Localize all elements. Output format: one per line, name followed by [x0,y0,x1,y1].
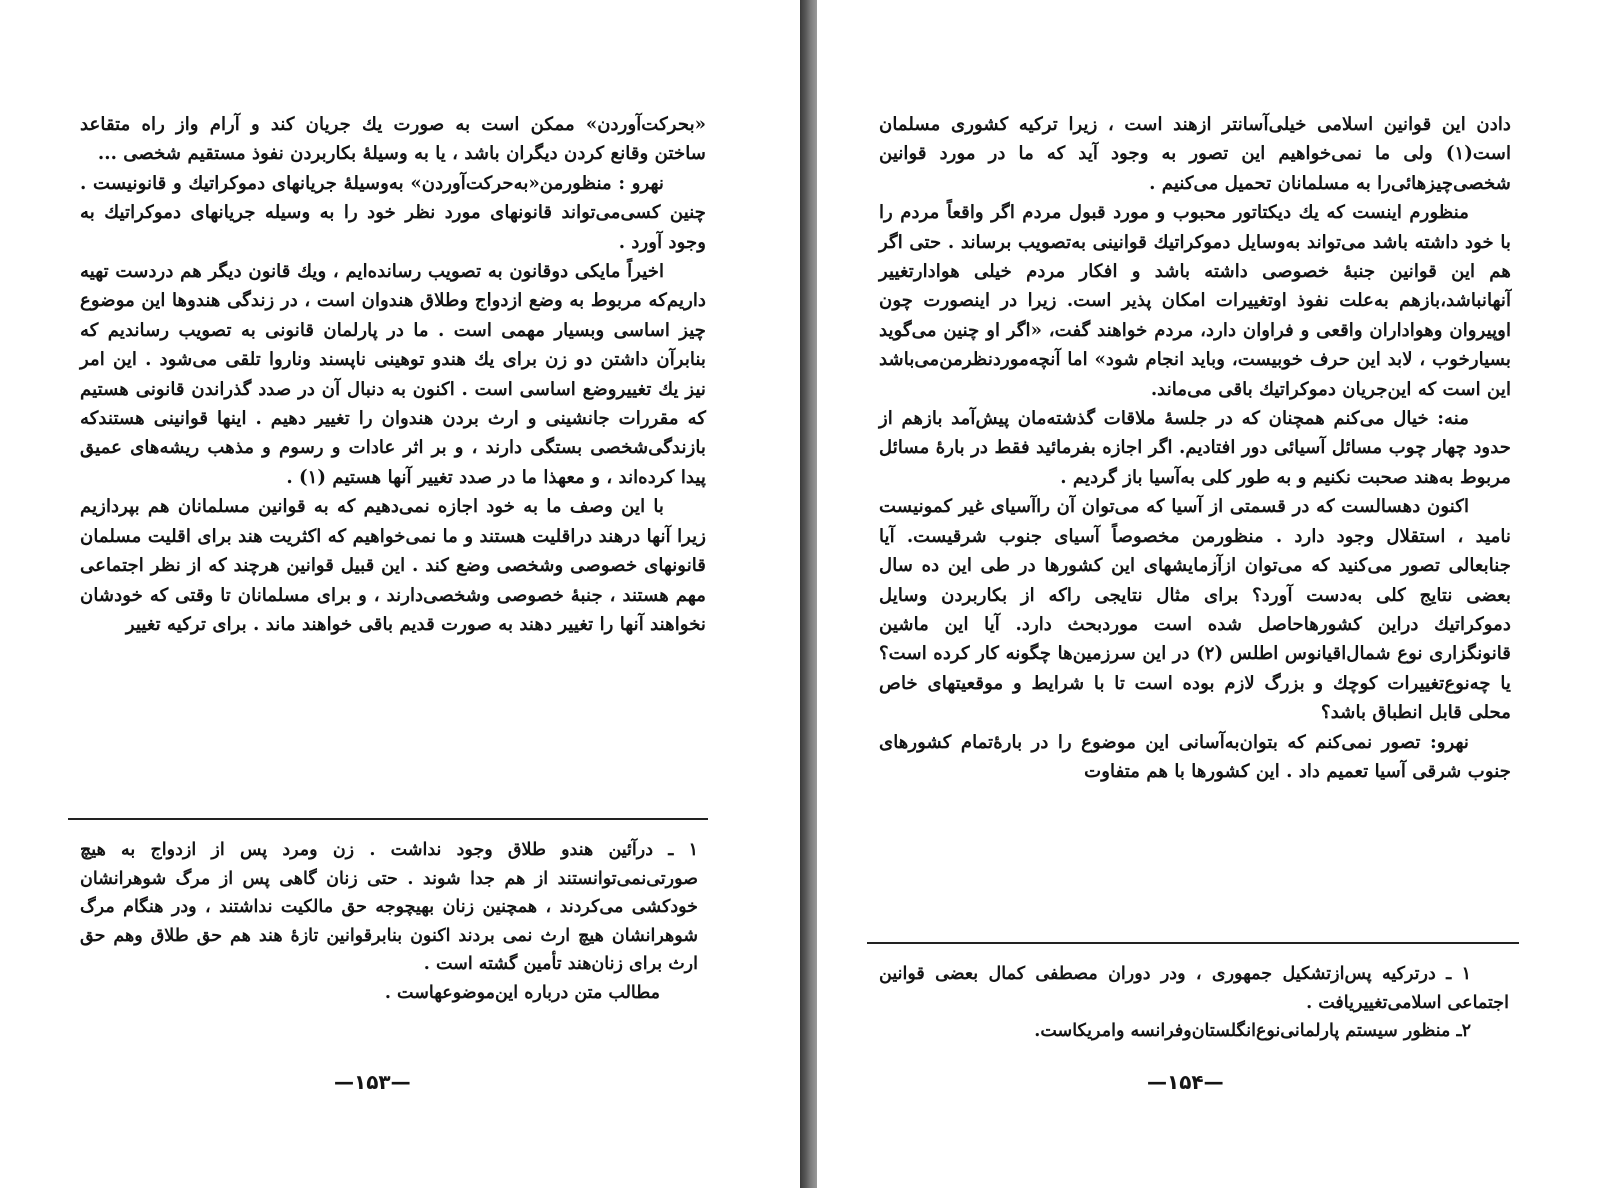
footnote: ۱ ـ درآئین هندو طلاق وجود نداشت . زن ومرد پس از ازدواج به هیچ صورتی‌نمی‌توانستند از هم جدا شوند . حتی زنان گاهی پس از مرگ شوهرانشان خودکشی می‌کردند ، همچنین زنان بهیچوجه حق مالکیت نداشتند ، ودر هنگام مرگ شوهرانشان هیچ ارث نمی بردند اکنون بنابرقوانین تازهٔ هند هم حق طلاق وهم حق ارث برای زنان‌هند تأمین گشته است . [80,840,698,975]
left-footnotes [80,836,698,1008]
left-page [0,0,800,1188]
footnote: مطالب متن درباره این‌موضوعهاست . [384,982,660,1003]
footnote-divider [68,818,708,820]
paragraph [879,728,1511,787]
paragraph-text: «بحرکت‌آوردن» ممکن است به صورت یك جریان کند و آرام واز راه متقاعد ساختن وقانع کردن دیگران باشد ، یا به وسیلهٔ بکاربردن نفوذ مستقیم شخصی ... [80,114,706,165]
speaker-label: نهرو: [1430,731,1469,753]
paragraph-text: خیال می‌کنم همچنان که در جلسهٔ ملاقات گذشته‌مان پیش‌آمد بازهم از حدود چهار چوب مسائل آسیائی دور افتادیم. اگر اجازه بفرمائید فقط در بارهٔ مسائل مربوط به‌هند صحبت نکنیم و به طور کلی به‌آسیا باز گردیم . [879,408,1511,488]
paragraph [879,198,1511,404]
paragraph [80,492,706,639]
page-number: —۱۵۳— [334,1070,411,1094]
paragraph-text: اخیراً مایکی دوقانون به تصویب رسانده‌ایم ، ویك قانون دیگر هم دردست تهیه داریم‌که مربوط به وضع ازدواج وطلاق هندوان است ، در زندگی هندوها این موضوع چیز اساسی وبسیار مهمی است . ما در پارلمان قانونی به تصویب رساندیم که بنابرآن داشتن دو زن برای یك هندو توهینی ناپسند وناروا تلقی می‌شود . این امر نیز یك تغییروضع اساسی است . اکنون به دنبال آن در صدد گذراندن قانونی هستیم که مقررات جانشینی و ارث بردن هندوان را تغییر دهیم . اینها قوانینی هستندکه بازندگی‌شخصی بستگی دارند ، و بر اثر عادات و رسوم و مذهب ریشه‌های عمیق پیدا کرده‌اند ، و معهذا ما در صدد تغییر آنها هستیم (۱) . [80,261,706,488]
paragraph [879,110,1511,198]
paragraph [80,257,706,492]
book-spine-gutter [800,0,817,1188]
paragraph-text: منظورمن«به‌حرکت‌آوردن» به‌وسیلهٔ جریانهای دموکراتیك و قانونیست . چنین کسی‌می‌تواند قانونهای مورد نظر خود را به وسیله جریانهای دموکراتیك به وجود آورد . [80,172,706,253]
paragraph-text: منظورم اینست که یك دیکتاتور محبوب و مورد قبول مردم اگر واقعاً مردم را با خود داشته باشد می‌تواند به‌وسایل دموکراتیك قوانینی به‌تصویب برساند . حتی اگر هم این قوانین جنبهٔ خصوصی داشته باشد و افکار مردم خیلی هوادارتغییر آنهانباشد،بازهم به‌علت نفوذ اوتغییرات امکان پذیر است. زیرا در اینصورت چون اوپیروان وهواداران واقعی و فراوان دارد، مردم خواهند گفت، «اگر او چنین می‌گوید بسیارخوب ، لابد این حرف خوبیست، وباید انجام شود» اما آنچه‌موردنظرمن‌می‌باشد این است که این‌جریان دموکراتیك باقی می‌ماند. [879,202,1511,400]
paragraph [879,492,1511,727]
right-footnotes [879,960,1509,1046]
footnote-divider [867,942,1519,944]
paragraph [80,169,706,257]
right-page [817,0,1612,1188]
paragraph-text: دادن این قوانین اسلامی خیلی‌آسانتر ازهند است ، زیرا ترکیه کشوری مسلمان است(۱) ولی ما نمی‌خواهیم این تصور به وجود آید که ما در مورد قوانین شخصی‌چیزهائی‌را به مسلمانان تحمیل می‌کنیم . [879,114,1511,194]
footnote: ۲ـ منظور سیستم پارلمانی‌نوع‌انگلستان‌وفرانسه وامریکاست. [1034,1021,1471,1042]
paragraph-text: تصور نمی‌کنم که بتوان‌به‌آسانی این موضوع را در بارهٔ‌تمام کشورهای جنوب شرقی آسیا تعمیم داد . این کشورها با هم متفاوت [879,731,1511,782]
paragraph [879,404,1511,492]
speaker-label: نهرو : [618,172,664,194]
footnote: ۱ ـ درترکیه پس‌ازتشکیل جمهوری ، ودر دوران مصطفی کمال بعضی قوانین اجتماعی اسلامی‌تغییریافت . [879,964,1509,1013]
paragraph-text: اکنون دهسالست که در قسمتی از آسیا که می‌توان آن راآسیای غیر کمونیست نامید ، استقلال وجود دارد . منظورمن مخصوصاً آسیای جنوب شرقیست. آیا جنابعالی تصور می‌کنید که می‌توان ازآزمایشهای این کشورها در طی این ده سال بعضی نتایج کلی به‌دست آورد؟ برای مثال نتایجی راکه از بکاربردن وسایل دموکراتیك دراین کشورهاحاصل شده است موردبحث دارد. آیا این ماشین قانونگزاری نوع شمال‌اقیانوس اطلس (۲) در این سرزمین‌ها چگونه کار کرده است؟ یا چه‌نوع‌تغییرات کوچك و بزرگ لازم بوده است تا با شرایط و موقعیتهای خاص محلی قابل انطباق باشد؟ [879,496,1511,724]
paragraph [80,110,706,169]
left-body-text [80,110,706,639]
right-body-text [879,110,1511,786]
page-number: —۱۵۴— [1147,1070,1224,1094]
speaker-label: منه: [1437,408,1469,430]
paragraph-text: با این وصف ما به خود اجازه نمی‌دهیم که به قوانین مسلمانان هم بپردازیم زیرا آنها درهند دراقلیت هستند و ما نمی‌خواهیم که اکثریت هند برای اقلیت مسلمان قانونهای خصوصی وشخصی وضع کند . این قبیل قوانین هرچند که از نظر اجتماعی مهم هستند ، جنبهٔ خصوصی وشخصی‌دارند ، و برای مسلمانان تا وقتی که خودشان نخواهند آنها را تغییر دهند به صورت قدیم باقی خواهند ماند . برای ترکیه تغییر [80,496,706,635]
